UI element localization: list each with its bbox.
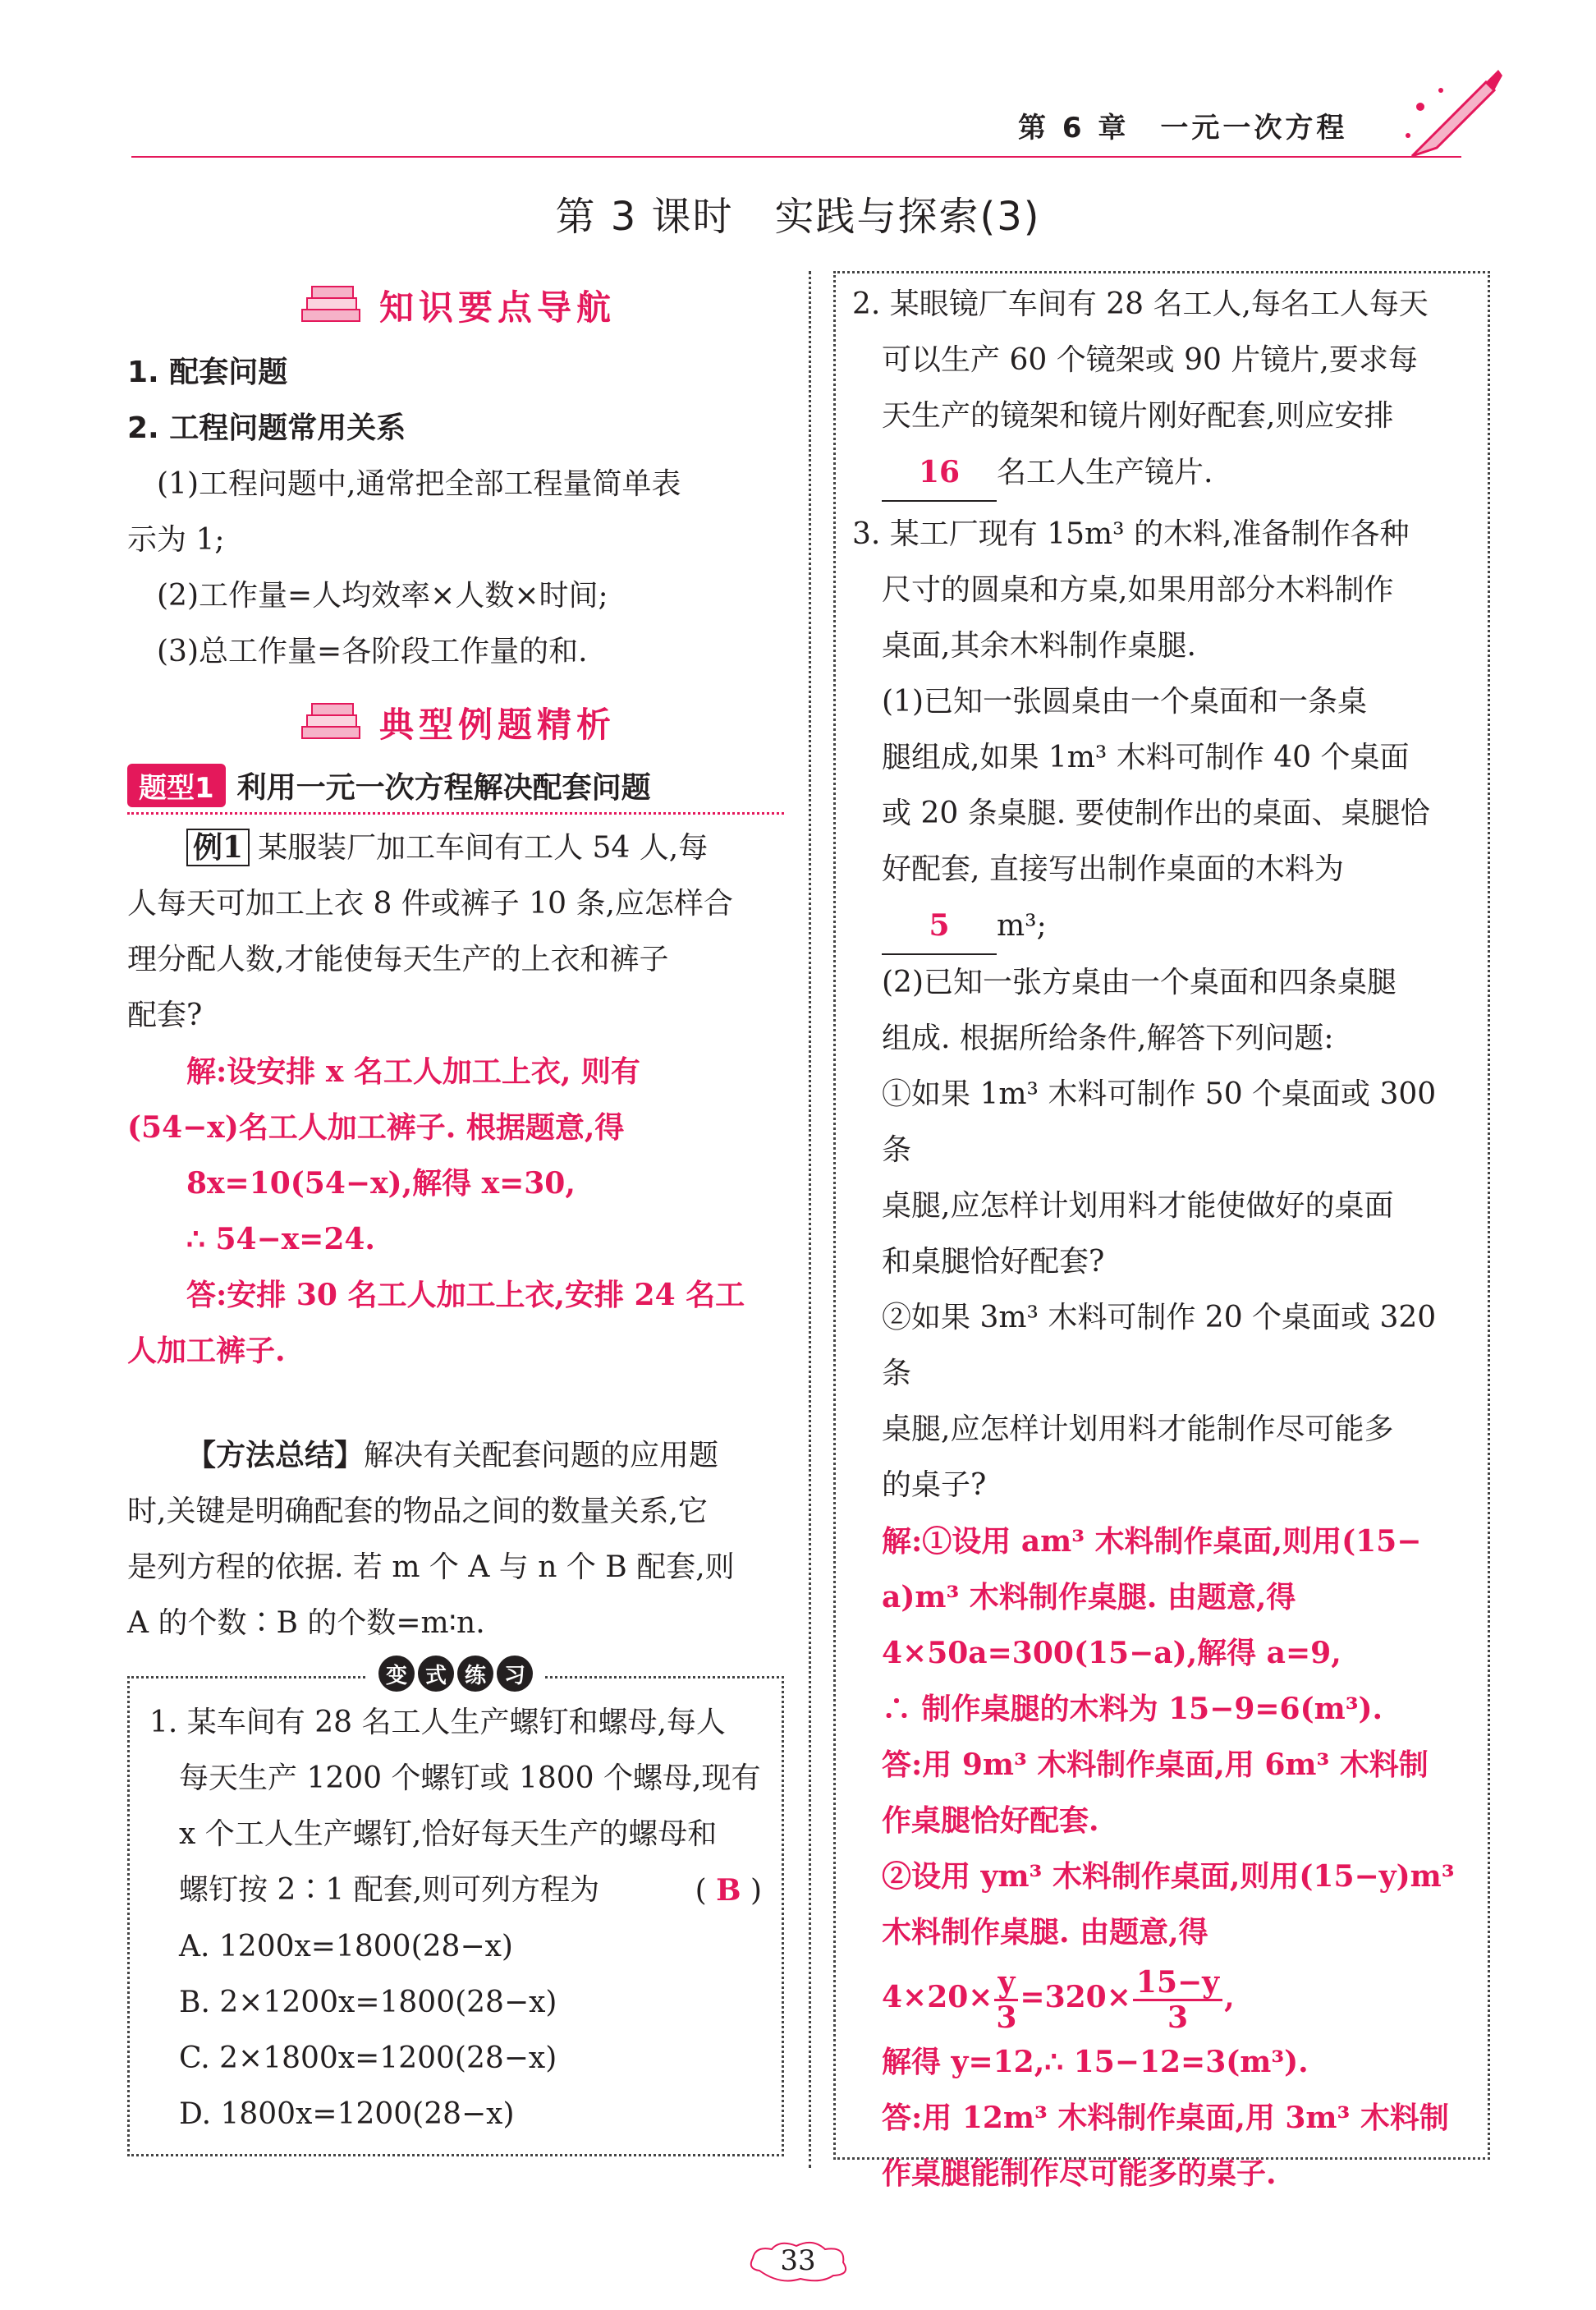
q3-p2-line: 和桌腿恰好配套? bbox=[882, 1245, 1105, 1279]
q3-p1-answer: 5 bbox=[882, 898, 997, 955]
q1-line: x 个工人生产螺钉,恰好每天生产的螺母和 bbox=[179, 1817, 718, 1851]
q1-option-a: A. 1200x=1800(28−x) bbox=[179, 1930, 513, 1963]
q1-option-b: B. 2×1200x=1800(28−x) bbox=[179, 1986, 557, 2019]
q3-p1-line: 或 20 条桌腿. 要使制作出的桌面、桌腿恰 bbox=[882, 797, 1430, 830]
q3-line: 尺寸的圆桌和方桌,如果用部分木料制作 bbox=[882, 573, 1394, 607]
q3-solution-line: 作桌腿恰好配套. bbox=[882, 1803, 1099, 1838]
section-banner-knowledge bbox=[127, 271, 784, 340]
q3-p2-line: 组成. 根据所给条件,解答下列问题: bbox=[882, 1022, 1334, 1055]
variant-practice-box bbox=[127, 1663, 784, 2156]
solution-line: 8x=10(54−x),解得 x=30, bbox=[186, 1166, 576, 1201]
point-1: 1. 配套问题 bbox=[127, 356, 288, 389]
right-column bbox=[833, 271, 1490, 2191]
chapter-header: 第 6 章 一元一次方程 bbox=[1018, 112, 1348, 145]
right-question-box bbox=[833, 271, 1490, 2191]
q1-line: 1. 某车间有 28 名工人生产螺钉和螺母,每人 bbox=[149, 1706, 726, 1739]
q3-solution-line: 答:用 9m³ 木料制作桌面,用 6m³ 木料制 bbox=[882, 1747, 1429, 1782]
q2-line: 天生产的镜架和镜片刚好配套,则应安排 bbox=[882, 399, 1394, 433]
type-title: 利用一元一次方程解决配套问题 bbox=[236, 771, 651, 805]
q3-p2-line: ②如果 3m³ 木料可制作 20 个桌面或 320 条 bbox=[882, 1301, 1437, 1390]
page-title: 第 3 课时 实践与探索(3) bbox=[555, 194, 1041, 240]
q3-line: 3. 某工厂现有 15m³ 的木料,准备制作各种 bbox=[852, 517, 1410, 551]
example-line: 人每天可加工上衣 8 件或裤子 10 条,应怎样合 bbox=[127, 887, 733, 921]
point-2-3: (3)总工作量=各阶段工作量的和. bbox=[157, 635, 588, 668]
fraction-2: $\frac{15-y}{3}$ bbox=[1133, 1966, 1222, 2034]
q3-p1-line: 好配套, 直接写出制作桌面的木料为 bbox=[882, 852, 1344, 886]
q1-line: 螺钉按 2∶1 配套,则可列方程为 ( B ) bbox=[179, 1873, 762, 1908]
section-banner-examples bbox=[127, 688, 784, 757]
question-type-row bbox=[127, 764, 784, 815]
fraction-1: $\frac{y}{3}$ bbox=[996, 1964, 1017, 2035]
point-2-1b: 示为 1; bbox=[127, 523, 225, 557]
solution-line: ∴ 54−x=24. bbox=[186, 1222, 375, 1256]
q2-line: 16 名工人生产镜片. bbox=[852, 444, 1471, 502]
point-2: 2. 工程问题常用关系 bbox=[127, 411, 406, 445]
q1-option-c: C. 2×1800x=1200(28−x) bbox=[179, 2041, 557, 2075]
solution-line: 人加工裤子. bbox=[127, 1334, 286, 1368]
solution-line: 答:安排 30 名工人加工上衣,安排 24 名工 bbox=[186, 1278, 745, 1312]
book-stack-icon bbox=[296, 694, 369, 751]
q3-solution-line: 木料制作桌腿. 由题意,得 bbox=[882, 1915, 1208, 1949]
method-line: 时,关键是明确配套的物品之间的数量关系,它 bbox=[127, 1495, 708, 1528]
q3-solution-line: ②设用 ym³ 木料制作桌面,则用(15−y)m³ bbox=[882, 1859, 1455, 1894]
variant-practice-badge: 变 式 练 习 bbox=[367, 1656, 544, 1692]
solution-line: 解:设安排 x 名工人加工上衣, 则有 bbox=[186, 1054, 640, 1089]
q3-solution-line: 解:①设用 am³ 木料制作桌面,则用(15− bbox=[882, 1524, 1422, 1559]
type-badge: 题型1 bbox=[127, 764, 226, 807]
method-line: 是列方程的依据. 若 m 个 A 与 n 个 B 配套,则 bbox=[127, 1550, 735, 1584]
example-badge: 例1 bbox=[186, 829, 250, 866]
page-number: 33 bbox=[780, 2244, 816, 2277]
example-line: 例1 某服装厂加工车间有工人 54 人,每 bbox=[127, 820, 784, 876]
left-column bbox=[127, 271, 784, 2156]
method-head: 【方法总结】 bbox=[186, 1439, 365, 1472]
q3-p1-line: (1)已知一张圆桌由一个桌面和一条桌 bbox=[882, 685, 1367, 719]
book-stack-icon bbox=[296, 277, 369, 334]
q3-solution-tail: 作桌腿能制作尽可能多的桌子. bbox=[882, 2156, 1277, 2191]
q3-p2-line: 桌腿,应怎样计划用料才能使做好的桌面 bbox=[882, 1189, 1394, 1223]
q2-line: 2. 某眼镜厂车间有 28 名工人,每名工人每天 bbox=[852, 287, 1429, 321]
q3-p1-line: 腿组成,如果 1m³ 木料可制作 40 个桌面 bbox=[882, 741, 1410, 774]
q2-answer: 16 bbox=[882, 444, 997, 502]
q3-equation: 4×20× $\frac{y}{3}$ =320× $\frac{15-y}{3}$ , bbox=[882, 1964, 1235, 2035]
q3-solution-line: 4×50a=300(15−a),解得 a=9, bbox=[882, 1636, 1341, 1670]
method-summary: 【方法总结】解决有关配套问题的应用题 bbox=[186, 1439, 719, 1472]
q1-line: 每天生产 1200 个螺钉或 1800 个螺母,现有 bbox=[179, 1761, 761, 1795]
solution-line: (54−x)名工人加工裤子. 根据题意,得 bbox=[127, 1110, 625, 1145]
q3-p2-line: 的桌子? bbox=[882, 1468, 987, 1502]
q3-p2-line: 桌腿,应怎样计划用料才能制作尽可能多 bbox=[882, 1412, 1394, 1446]
q3-solution-tail: 解得 y=12,∴ 15−12=3(m³). bbox=[882, 2045, 1309, 2079]
header-divider bbox=[131, 156, 1461, 158]
q3-p2-line: (2)已知一张方桌由一个桌面和四条桌腿 bbox=[882, 966, 1396, 999]
q3-line: 桌面,其余木料制作桌腿. bbox=[882, 629, 1196, 663]
pencil-decoration-icon bbox=[1396, 57, 1511, 172]
q3-solution-line: ∴ 制作桌腿的木料为 15−9=6(m³). bbox=[882, 1692, 1383, 1726]
q3-solution-tail: 答:用 12m³ 木料制作桌面,用 3m³ 木料制 bbox=[882, 2101, 1449, 2135]
q1-option-d: D. 1800x=1200(28−x) bbox=[179, 2097, 515, 2131]
column-divider bbox=[809, 271, 811, 2168]
example-line: 配套? bbox=[127, 999, 203, 1032]
example-line: 理分配人数,才能使每天生产的上衣和裤子 bbox=[127, 943, 669, 976]
banner-knowledge-text: 知识要点导航 bbox=[378, 287, 616, 328]
banner-examples-text: 典型例题精析 bbox=[378, 705, 616, 745]
point-2-1a: (1)工程问题中,通常把全部工程量简单表 bbox=[157, 467, 681, 501]
method-line: A 的个数∶B 的个数=m∶n. bbox=[127, 1606, 485, 1640]
point-2-2: (2)工作量=人均效率×人数×时间; bbox=[157, 579, 608, 613]
q2-line: 可以生产 60 个镜架或 90 片镜片,要求每 bbox=[882, 343, 1418, 377]
q3-p2-line: ①如果 1m³ 木料可制作 50 个桌面或 300 条 bbox=[882, 1077, 1437, 1167]
q3-p1-answer-line: 5 m³; bbox=[852, 898, 1471, 955]
q3-solution-line: a)m³ 木料制作桌腿. 由题意,得 bbox=[882, 1580, 1296, 1614]
q1-answer: B bbox=[716, 1873, 741, 1908]
